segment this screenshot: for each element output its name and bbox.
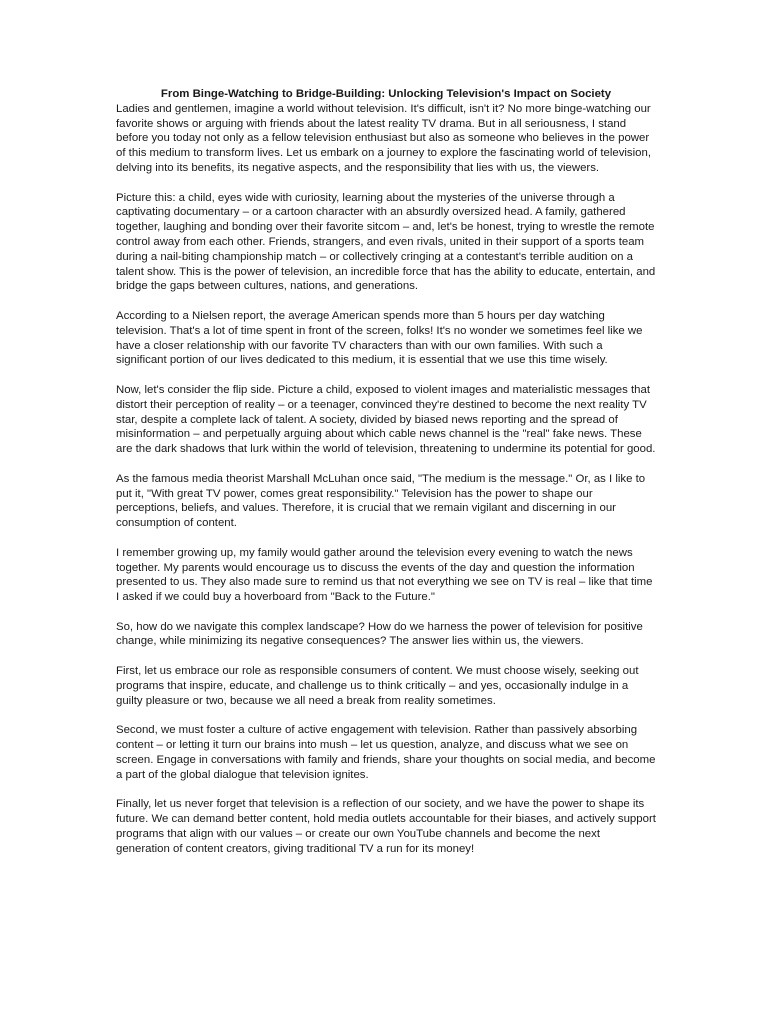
document-body	[116, 87, 656, 871]
paragraph-picture-this: Picture this: a child, eyes wide with curiosity, learning about the mysteries of the universe through a captivating documentary – or a cartoon character with an absurdly oversized head. A family, gathered together, laughing and bonding over their favorite sitcom – and, let's be honest, trying to wrestle the remote control away from each other. Friends, strangers, and even rivals, united in their support of a sports team during a nail-biting championship match – or collectively cringing at a contestant's terrible audition on a talent show. This is the power of television, an incredible force that has the ability to educate, entertain, and bridge the gaps between cultures, nations, and generations.	[116, 191, 656, 293]
paragraph-finally: Finally, let us never forget that television is a reflection of our society, and we have the power to shape its future. We can demand better content, hold media outlets accountable for their biases, and actively support programs that align with our values – or create our own YouTube channels and become the next generation of content creators, giving traditional TV a run for its money!	[116, 798, 656, 855]
document-title: From Binge-Watching to Bridge-Building: Unlocking Television's Impact on Society	[160, 88, 612, 100]
paragraph-mcluhan-quote: As the famous media theorist Marshall McLuhan once said, "The medium is the message." Or, as I like to put it, "With great TV power, comes great responsibility." Television has the power to shape our perceptions, beliefs, and values. Therefore, it is crucial that we remain vigilant and discerning in our consumption of content.	[116, 472, 646, 530]
paragraph-growing-up: I remember growing up, my family would gather around the television every evening to watch the news together. My parents would encourage us to discuss the events of the day and question the information presented to us. They also made sure to remind us that not everything we see on TV is real – like that time I asked if we could buy a hoverboard from "Back to the Future."	[116, 546, 653, 604]
paragraph-introduction: Ladies and gentlemen, imagine a world without television. It's difficult, isn't it? No more binge-watching our favorite shows or arguing with friends about the latest reality TV drama. But in all seriousness, I stand before you today not only as a fellow television enthusiast but also as someone who believes in the power of this medium to transform lives. Let us embark on a journey to explore the fascinating world of television, delving into its benefits, its negative aspects, and the responsibility that lies with us, the viewers.	[116, 102, 651, 174]
paragraph-first: First, let us embrace our role as responsible consumers of content. We must choose wisely, seeking out programs that inspire, educate, and challenge us to think critically – and yes, occasionally indulge in a guilty pleasure or two, because we all need a break from reality sometimes.	[116, 665, 639, 707]
paragraph-navigate: So, how do we navigate this complex landscape? How do we harness the power of television for positive change, while minimizing its negative consequences? The answer lies within us, the viewers.	[116, 620, 643, 648]
paragraph-second: Second, we must foster a culture of active engagement with television. Rather than passively absorbing content – or letting it turn our brains into mush – let us question, analyze, and discuss what we see on screen. Engage in conversations with family and friends, share your thoughts on social media, and become a part of the global dialogue that television ignites.	[116, 724, 656, 781]
paragraph-nielsen-report: According to a Nielsen report, the average American spends more than 5 hours per day watching television. That's a lot of time spent in front of the screen, folks! It's no wonder we sometimes feel like we have a closer relationship with our favorite TV characters than with our own families. With such a significant portion of our lives dedicated to this medium, it is essential that we use this time wisely.	[116, 309, 643, 367]
paragraph-flip-side: Now, let's consider the flip side. Picture a child, exposed to violent images and materialistic messages that distort their perception of reality – or a teenager, convinced they're destined to become the next reality TV star, despite a complete lack of talent. A society, divided by biased news reporting and the spread of misinformation – and perpetually arguing about which cable news channel is the "real" fake news. These are the dark shadows that lurk within the world of television, threatening to undermine its potential for good.	[116, 383, 656, 456]
